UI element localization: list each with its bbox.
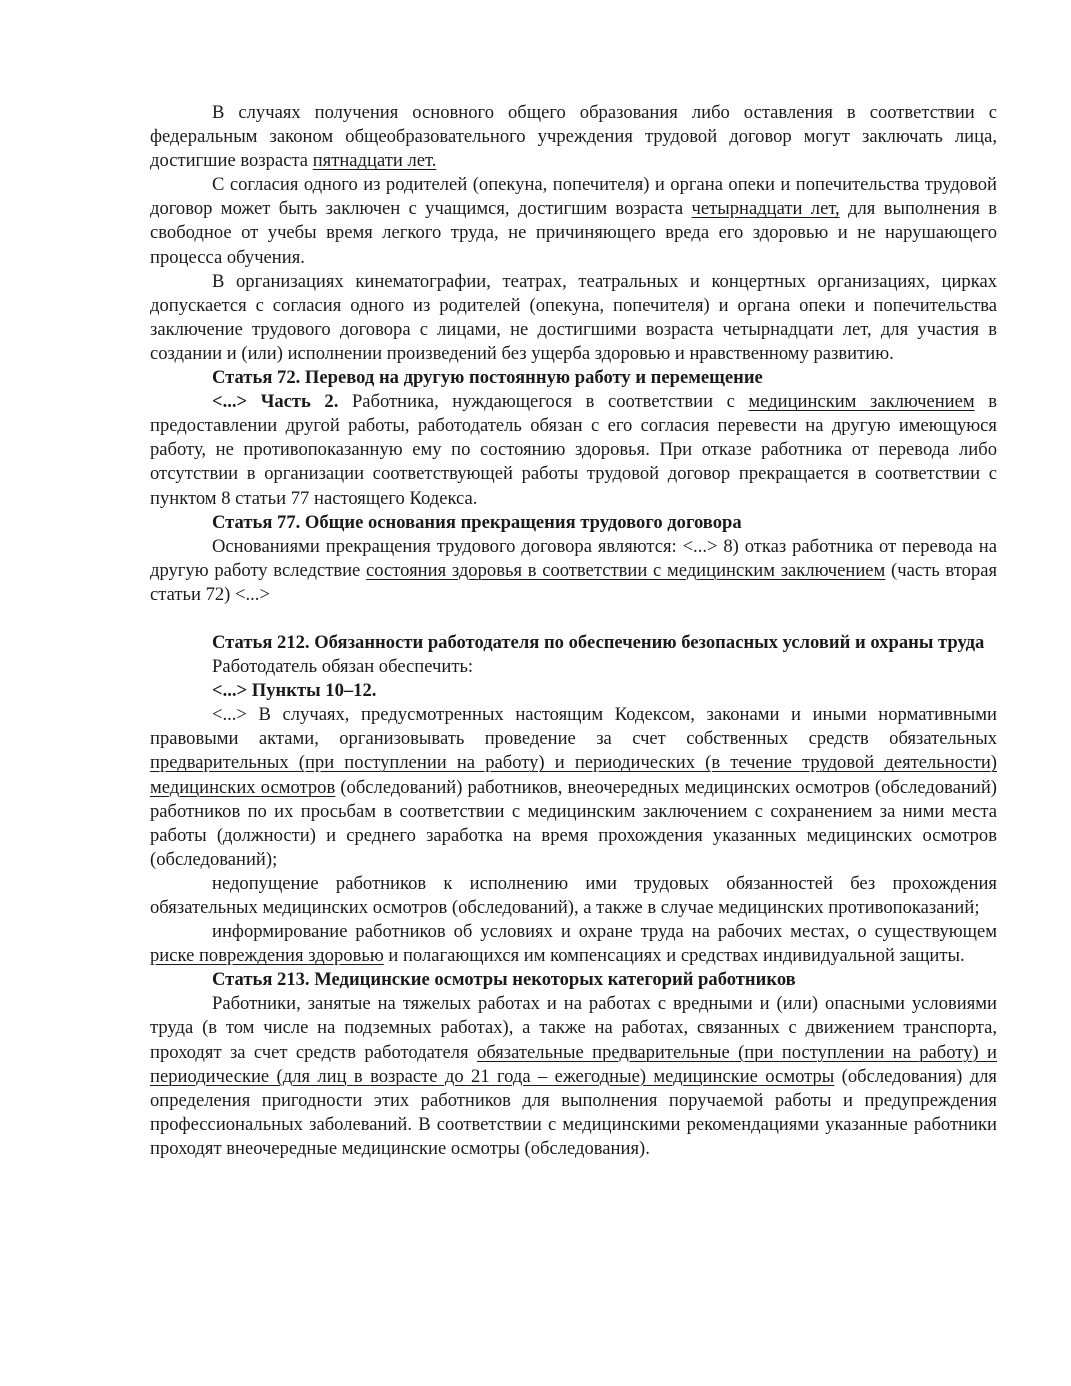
paragraph (150, 270, 997, 366)
underlined-text: состояния здоровья в соответствии с медицинским заключением (366, 559, 886, 581)
text: (обследования) для определения пригодности этих работников для выполнения поручаемой работы и предупреждения профессиональных заболеваний. В соответствии с медицинскими рекомендациями указанные работники проходят внеочередные медицинские осмотры (обследования). (150, 1065, 997, 1159)
paragraph (150, 992, 997, 1161)
text: для выполнения в свободное от учебы время легкого труда, не причиняющего вреда его здоровью и не нарушающего процесса обучения. (150, 198, 997, 268)
underlined-text: предварительных (при поступлении на работу) и периодических (в течение трудовой деятельности) медицинских осмотров (150, 752, 997, 798)
underlined-text: обязательные предварительные (при поступлении на работу) и периодические (для лиц в возрасте до 21 года – ежегодные) медицинские осмотры (150, 1041, 998, 1087)
paragraph (150, 173, 997, 269)
paragraph (150, 703, 997, 872)
underlined-text: риске повреждения здоровью (150, 945, 384, 967)
text: В организациях кинематографии, театрах, театральных и концертных организациях, цирках допускается с согласия одного из родителей (опекуна, попечителя) и органа опеки и попечительства заключение трудового договора с лицами, не достигшими возраста четырнадцати лет, для участия в создании и (или) исполнении произведений без ущерба здоровью и нравственному развитию. (150, 270, 997, 364)
text: (обследований) работников, внеочередных медицинских осмотров (обследований) работников по их просьбам в соответствии с медицинским заключением с сохранением за ними места работы (должности) и среднего заработка на время прохождения указанных медицинских осмотров (обследований); (150, 776, 998, 870)
text: С согласия одного из родителей (опекуна, попечителя) и органа опеки и попечительства трудовой договор может быть заключен с учащимся, достигшим возраста (150, 174, 997, 220)
paragraph (150, 920, 997, 968)
paragraph (150, 535, 997, 607)
article-213-heading: Статья 213. Медицинские осмотры некоторых категорий работников (212, 969, 796, 991)
bold-text: <...> Часть 2. (212, 391, 339, 413)
text: В случаях получения основного общего образования либо оставления в соответствии с федеральным законом общеобразовательного учреждения трудовой договор могут заключать лица, достигшие возраста (150, 102, 997, 172)
text: <...> В случаях, предусмотренных настоящим Кодексом, законами и иными нормативными правовыми актами, организовывать проведение за счет собственных средств обязательных (150, 704, 997, 750)
text: и полагающихся им компенсациях и средствах индивидуальной защиты. (383, 945, 965, 967)
paragraph (150, 390, 997, 510)
text: в предоставлении другой работы, работодатель обязан с его согласия перевести на другую имеющуюся работу, не противопоказанную ему по состоянию здоровья. При отказе работника от перевода либо отсутствии в организации соответствующей работы трудовой договор прекращается в соответствии с пунктом 8 статьи 77 настоящего Кодекса. (150, 391, 997, 509)
paragraph: Работодатель обязан обеспечить: (212, 656, 474, 678)
underlined-text: пятнадцати лет. (312, 150, 437, 172)
paragraph: недопущение работников к исполнению ими трудовых обязанностей без прохождения обязательных медицинских осмотров (обследований), а также в случае медицинских противопоказаний; (150, 872, 997, 918)
document-body (150, 101, 997, 1161)
text: информирование работников об условиях и охране труда на рабочих местах, о существующем (212, 921, 997, 943)
text: Работники, занятые на тяжелых работах и на работах с вредными и (или) опасными условиями труда (в том числе на подземных работах), а также на работах, связанных с движением транспорта, проходят за счет средств работодателя (150, 993, 997, 1063)
underlined-text: четырнадцати лет, (691, 198, 840, 220)
text: Основаниями прекращения трудового договора являются: <...> 8) отказ работника от перевода на другую работу вследствие (150, 535, 997, 581)
items-heading: <...> Пункты 10–12. (212, 680, 377, 702)
underlined-text: медицинским заключением (748, 391, 975, 413)
text: (часть вторая статьи 72) <...> (150, 559, 997, 605)
article-212-heading: Статья 212. Обязанности работодателя по обеспечению безопасных условий и охраны труда (212, 631, 985, 653)
article-72-heading: Статья 72. Перевод на другую постоянную работу и перемещение (212, 367, 763, 389)
text: Работника, нуждающегося в соответствии с (338, 391, 749, 413)
article-77-heading: Статья 77. Общие основания прекращения трудового договора (212, 511, 742, 533)
paragraph (150, 101, 997, 173)
blank-line (150, 607, 997, 631)
